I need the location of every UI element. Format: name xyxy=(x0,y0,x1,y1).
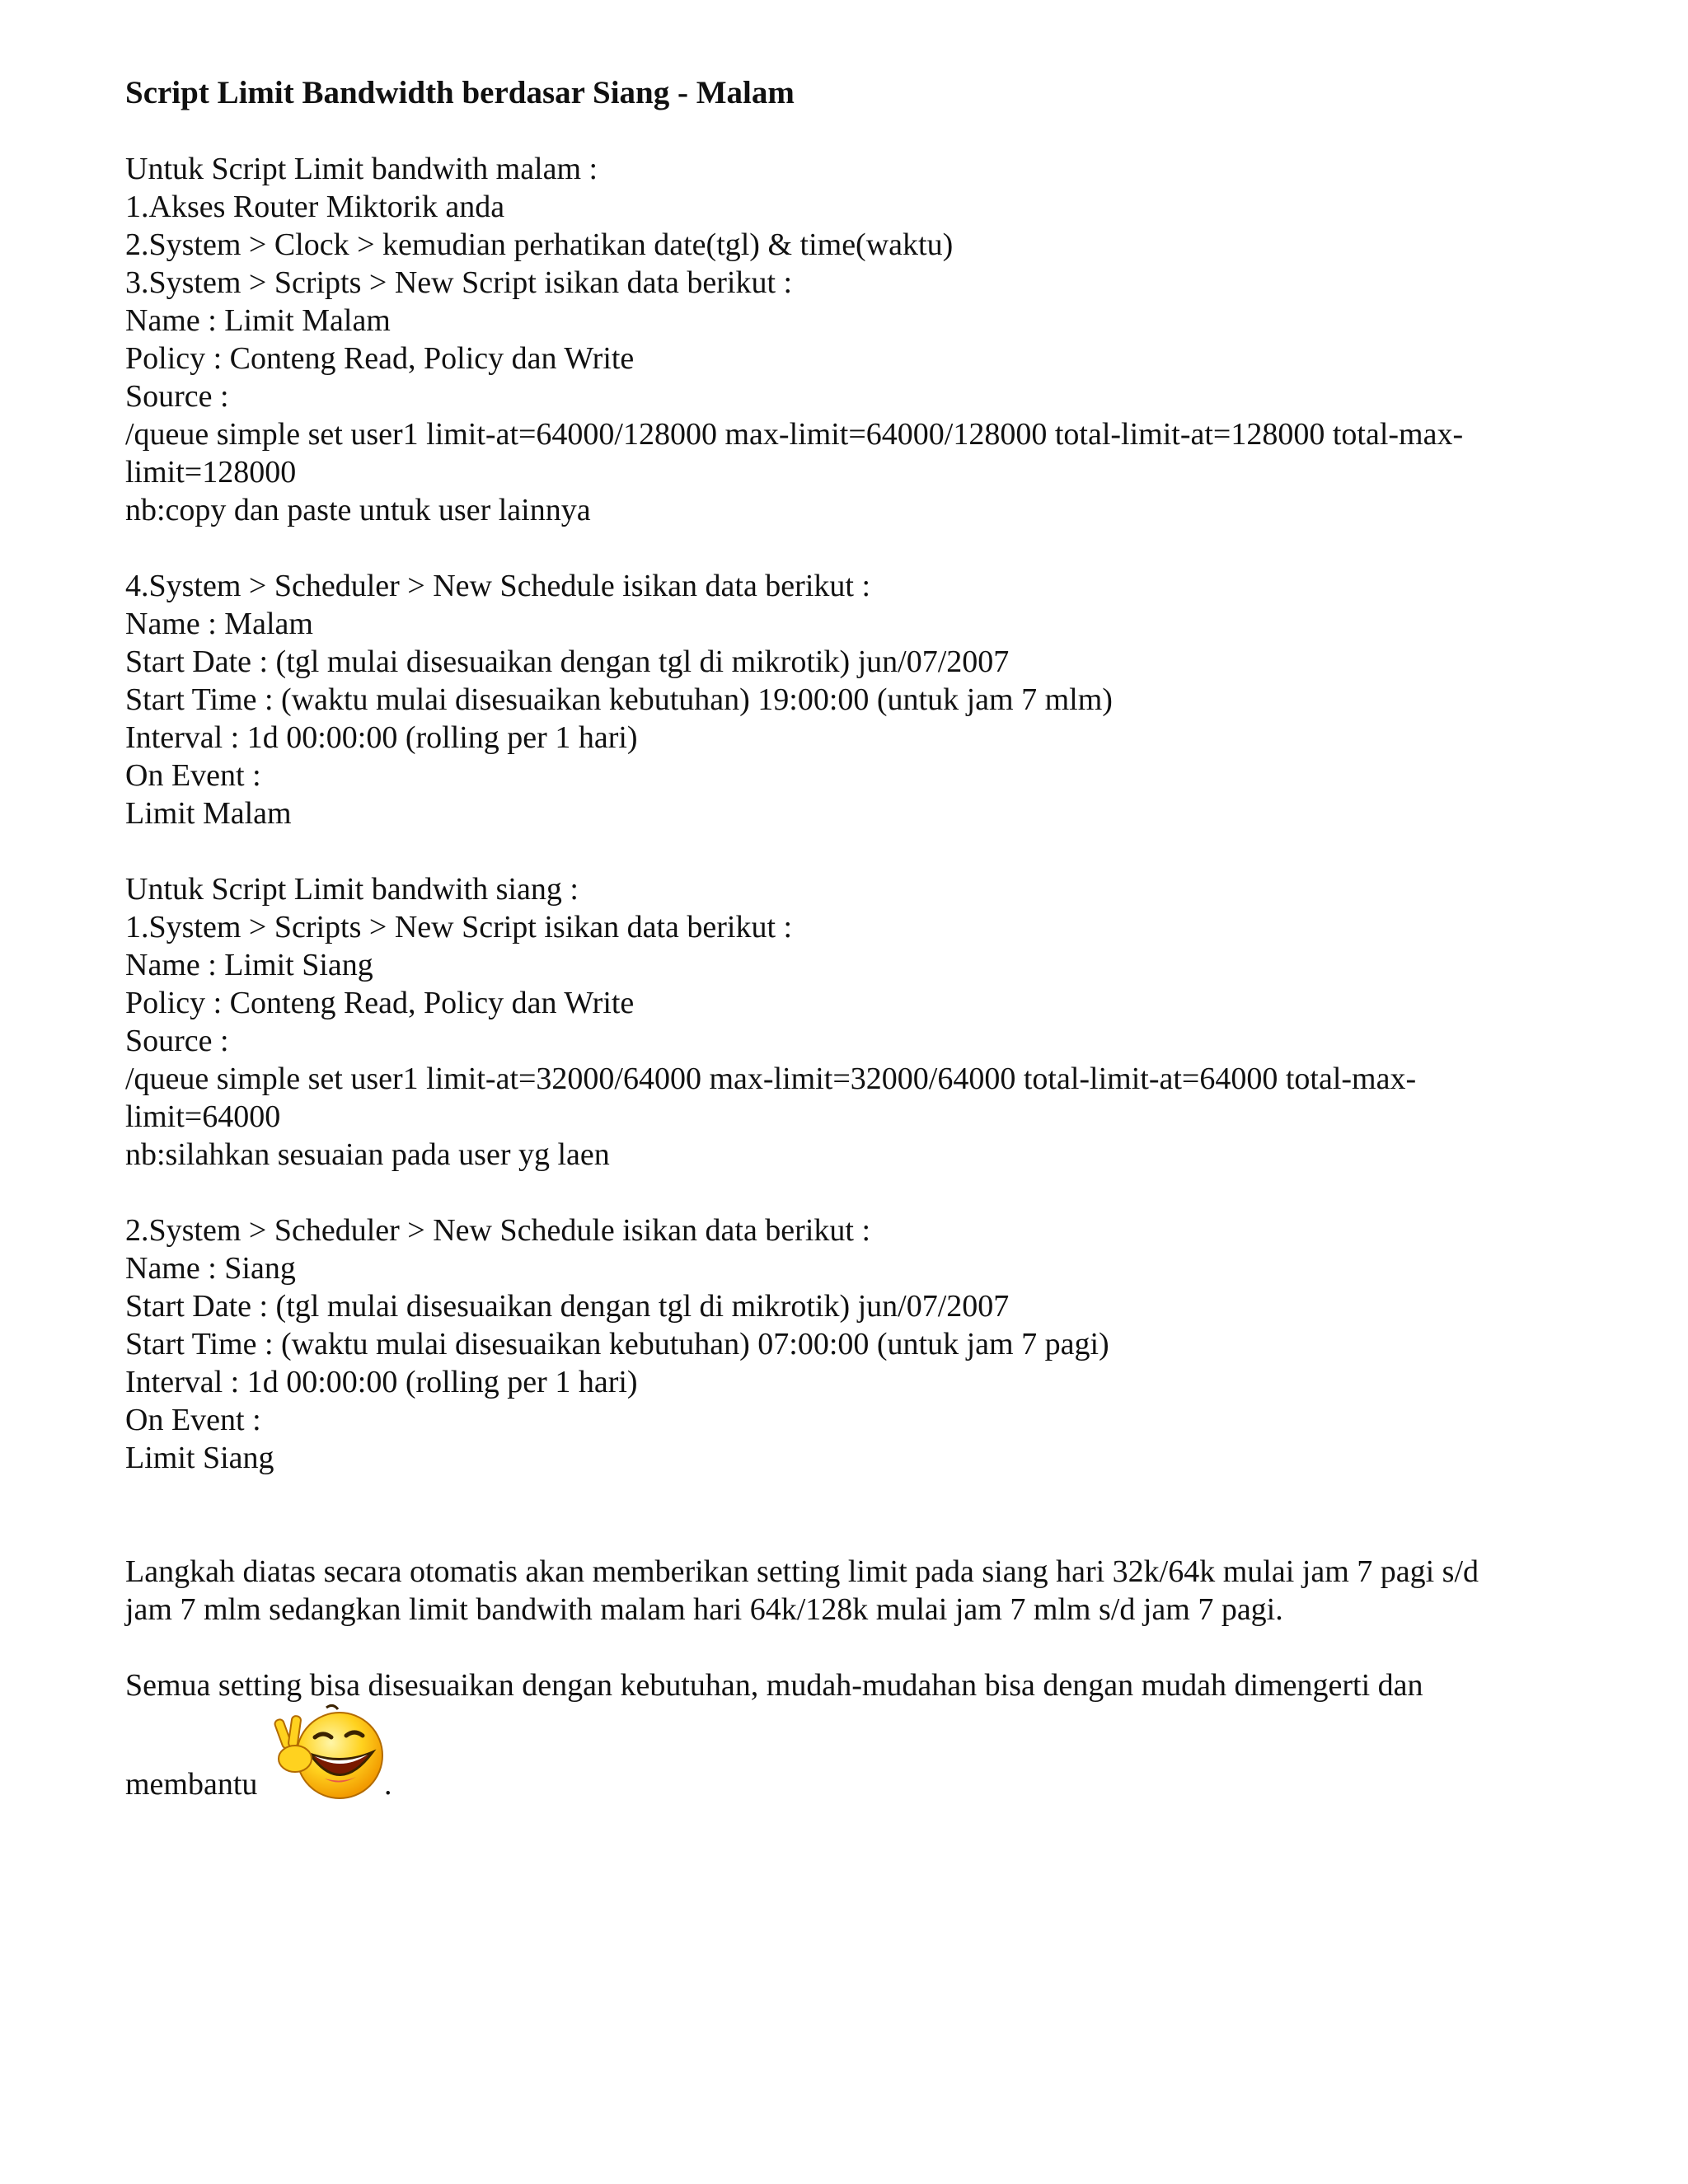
peace-smiley-icon xyxy=(267,1704,391,1811)
closing-line: Semua setting bisa disesuaikan dengan kebutuhan, mudah-mudahan bisa dengan mudah dimengerti dan xyxy=(125,1668,1423,1703)
step-line: 1.System > Scripts > New Script isikan data berikut : xyxy=(125,910,793,944)
section-heading-malam: Untuk Script Limit bandwith malam : xyxy=(125,152,598,186)
schedule-on-event-value: Limit Malam xyxy=(125,796,292,831)
script-note: nb:copy dan paste untuk user lainnya xyxy=(125,493,591,527)
schedule-start-date: Start Date : (tgl mulai disesuaikan dengan tgl di mikrotik) jun/07/2007 xyxy=(125,1289,1010,1324)
schedule-start-time: Start Time : (waktu mulai disesuaikan kebutuhan) 07:00:00 (untuk jam 7 pagi) xyxy=(125,1327,1109,1361)
schedule-interval: Interval : 1d 00:00:00 (rolling per 1 hari) xyxy=(125,1365,638,1399)
schedule-start-date: Start Date : (tgl mulai disesuaikan dengan tgl di mikrotik) jun/07/2007 xyxy=(125,644,1010,679)
summary-paragraph xyxy=(125,1553,1576,1629)
schedule-name: Name : Malam xyxy=(125,607,313,641)
closing-period: . xyxy=(384,1767,392,1802)
script-source-code: limit=64000 xyxy=(125,1099,281,1134)
script-policy: Policy : Conteng Read, Policy dan Write xyxy=(125,986,635,1020)
step-line: 4.System > Scheduler > New Schedule isikan data berikut : xyxy=(125,569,871,603)
schedule-interval: Interval : 1d 00:00:00 (rolling per 1 hari) xyxy=(125,720,638,755)
schedule-name: Name : Siang xyxy=(125,1251,296,1286)
step-line: 2.System > Clock > kemudian perhatikan date(tgl) & time(waktu) xyxy=(125,227,954,262)
step-line: 3.System > Scripts > New Script isikan data berikut : xyxy=(125,265,793,300)
script-source-code: /queue simple set user1 limit-at=64000/128000 max-limit=64000/128000 total-limit-at=128000 total-max- xyxy=(125,417,1464,452)
step-line: 2.System > Scheduler > New Schedule isikan data berikut : xyxy=(125,1213,871,1248)
section-malam xyxy=(125,150,1576,832)
schedule-on-event-label: On Event : xyxy=(125,758,261,793)
closing-paragraph xyxy=(125,1666,1576,1803)
section-heading-siang: Untuk Script Limit bandwith siang : xyxy=(125,872,579,907)
closing-word: membantu xyxy=(125,1767,258,1802)
script-source-code: /queue simple set user1 limit-at=32000/64000 max-limit=32000/64000 total-limit-at=64000 total-max- xyxy=(125,1062,1417,1096)
schedule-start-time: Start Time : (waktu mulai disesuaikan kebutuhan) 19:00:00 (untuk jam 7 mlm) xyxy=(125,682,1113,717)
step-line: 1.Akses Router Miktorik anda xyxy=(125,190,505,224)
document-title: Script Limit Bandwidth berdasar Siang - Malam xyxy=(125,75,795,110)
document-page xyxy=(125,74,1576,1803)
schedule-on-event-label: On Event : xyxy=(125,1403,261,1437)
script-source-code: limit=128000 xyxy=(125,455,297,490)
script-name: Name : Limit Siang xyxy=(125,948,373,982)
script-name: Name : Limit Malam xyxy=(125,303,391,338)
section-siang xyxy=(125,870,1576,1477)
summary-line: Langkah diatas secara otomatis akan memberikan setting limit pada siang hari 32k/64k mulai jam 7 pagi s/d xyxy=(125,1554,1479,1589)
script-policy: Policy : Conteng Read, Policy dan Write xyxy=(125,341,635,376)
script-note: nb:silahkan sesuaian pada user yg laen xyxy=(125,1137,610,1172)
script-source-label: Source : xyxy=(125,1024,229,1058)
summary-line: jam 7 mlm sedangkan limit bandwith malam hari 64k/128k mulai jam 7 mlm s/d jam 7 pagi. xyxy=(125,1592,1283,1627)
script-source-label: Source : xyxy=(125,379,229,414)
schedule-on-event-value: Limit Siang xyxy=(125,1441,274,1475)
